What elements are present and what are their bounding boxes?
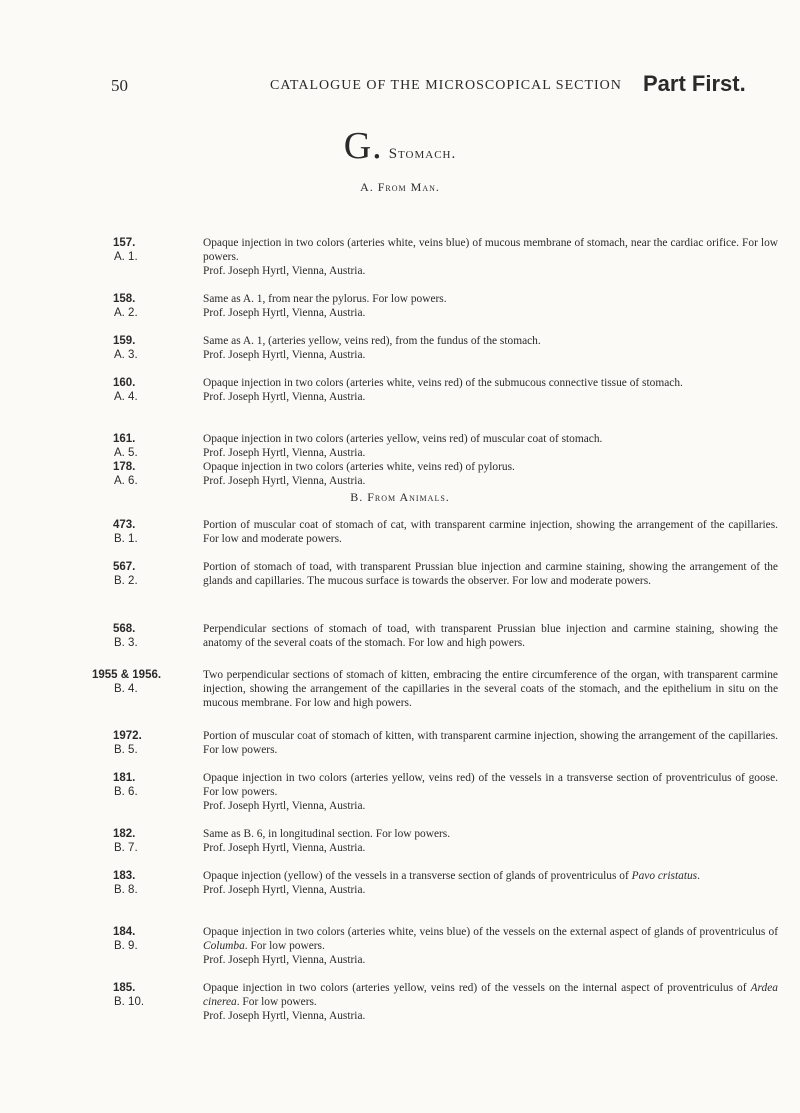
entry-number: 185. B. 10. (113, 982, 145, 1008)
entry-number: 181. B. 6. (113, 772, 138, 798)
entry-text: Opaque injection in two colors (arteries white, veins blue) of the vessels on the external aspect of glands of proventriculus of Columba. For low powers. Prof. Joseph Hyrtl, Vienna, Austria. (203, 926, 778, 967)
species-name: Columba (203, 940, 245, 953)
species-name: Pavo cristatus (631, 870, 698, 882)
page-header (0, 71, 800, 104)
subsection-b-heading: B. From Animals. (350, 490, 450, 504)
entry-text: Same as A. 1, from near the pylorus. For low powers. Prof. Joseph Hyrtl, Vienna, Austria. (203, 293, 447, 320)
entry-text: Two perpendicular sections of stomach of kitten, embracing the entire circumference of the organ, with transparent carmine injection, showing the arrangement of the capillaries in the several coats of the stomach, and the epithelium in situ on the mucous membrane. For low and high powers. (203, 669, 778, 710)
entry-number: 183. B. 8. (113, 870, 138, 896)
entry-number: 161. A. 5. (113, 433, 138, 459)
entry-text: Opaque injection in two colors (arteries yellow, veins red) of the vessels in a transverse section of proventriculus of goose. For low powers. Prof. Joseph Hyrtl, Vienna, Austria. (203, 772, 778, 813)
entry-number: 182. B. 7. (113, 828, 138, 854)
entry-number: 158. A. 2. (113, 293, 138, 319)
entry-number: 184. B. 9. (113, 926, 138, 952)
entry-number: 1955 & 1956. B. 4. (92, 669, 162, 695)
entry-text: Same as B. 6, in longitudinal section. For low powers. Prof. Joseph Hyrtl, Vienna, Austria. (203, 828, 451, 855)
entry-text: Portion of muscular coat of stomach of cat, with transparent carmine injection, showing the arrangement of the capillaries. For low and moderate powers. (203, 519, 778, 546)
entry-text: Portion of stomach of toad, with transparent Prussian blue injection and carmine staining, showing the arrangement of the glands and capillaries. The mucous surface is towards the observer. For low and moderate powers. (203, 561, 778, 588)
entry-text: Opaque injection in two colors (arteries white, veins red) of the submucous connective tissue of stomach. Prof. Joseph Hyrtl, Vienna, Austria. (203, 377, 683, 404)
entry-number: 567. B. 2. (113, 561, 138, 587)
entry-number: 157. A. 1. (113, 237, 138, 263)
section-letter: G. (343, 125, 383, 167)
entry-number: 178. A. 6. (113, 461, 138, 487)
entry-number: 568. B. 3. (113, 623, 138, 649)
entry-text: Perpendicular sections of stomach of toad, with transparent Prussian blue injection and carmine staining, showing the anatomy of the several coats of the stomach. For low and high powers. (203, 623, 778, 650)
page-number: 50 (111, 76, 128, 95)
entry-text: Same as A. 1, (arteries yellow, veins red), from the fundus of the stomach. Prof. Joseph Hyrtl, Vienna, Austria. (203, 335, 541, 362)
entry-text: Opaque injection (yellow) of the vessels in a transverse section of glands of proventriculus of Pavo cristatus. Prof. Joseph Hyrtl, Vienna, Austria. (203, 870, 700, 897)
entry-text: Opaque injection in two colors (arteries yellow, veins red) of the vessels on the internal aspect of proventriculus of Ardea cinerea. For low powers. Prof. Joseph Hyrtl, Vienna, Austria. (203, 982, 778, 1023)
entry-number: 159. A. 3. (113, 335, 138, 361)
entry-text: Portion of muscular coat of stomach of kitten, with transparent carmine injection, showing the arrangement of the capillaries. For low powers. (203, 730, 778, 757)
running-title: CATALOGUE OF THE MICROSCOPICAL SECTION (270, 78, 622, 93)
entry-number: 160. A. 4. (113, 377, 138, 403)
part-label: Part First. (643, 71, 746, 96)
section-title (0, 124, 800, 168)
entry-number: 473. B. 1. (113, 519, 138, 545)
section-name: Stomach. (388, 146, 457, 162)
entry-text: Opaque injection in two colors (arteries white, veins red) of pylorus. Prof. Joseph Hyrtl, Vienna, Austria. (203, 461, 515, 488)
subsection-a-heading: A. From Man. (360, 180, 440, 194)
entry-text: Opaque injection in two colors (arteries yellow, veins red) of muscular coat of stomach. Prof. Joseph Hyrtl, Vienna, Austria. (203, 433, 603, 460)
entry-number: 1972. B. 5. (113, 730, 142, 756)
entry-text: Opaque injection in two colors (arteries white, veins blue) of mucous membrane of stomach, near the cardiac orifice. For low powers. Prof. Joseph Hyrtl, Vienna, Austria. (203, 237, 778, 278)
species-name: Ardea cinerea (203, 982, 778, 1009)
